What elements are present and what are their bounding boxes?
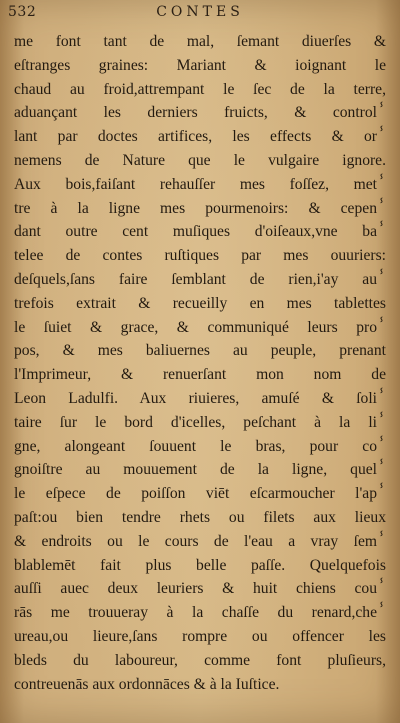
text-line: trefois extrait & recueilly en mes tablettes <box>14 294 386 312</box>
body-text <box>14 30 386 696</box>
page-header <box>0 2 400 24</box>
text-line: gne, alongeant ſouuent le bras, pour coⸯ <box>14 437 386 455</box>
text-line: me font tant de mal, ſemant diuerſes & <box>14 33 386 50</box>
text-line: paſt:ou bien tendre rhets ou filets aux lieux <box>14 508 386 526</box>
running-title: CONTES <box>156 4 244 20</box>
text-line: aduançant les derniers fruicts, & controlⸯ <box>14 104 386 122</box>
text-line: eſtranges graines: Mariant & ioignant le <box>14 56 386 74</box>
page-number: 532 <box>8 4 37 20</box>
text-line: blablemēt fait plus belle paſſe. Quelquefois <box>14 556 386 574</box>
text-line: nemens de Nature que le vulgaire ignore. <box>14 151 386 169</box>
text-line: dant outre cent muſiques d'oiſeaux,vne baⸯ <box>14 223 386 241</box>
text-line: tre à la ligne mes pourmenoirs: & cepenⸯ <box>14 199 386 217</box>
text-line: pos, & mes baliuernes au peuple, prenant <box>14 342 386 360</box>
text-line: contreuenās aux ordonnāces & à la Iuſtice. <box>14 675 280 693</box>
text-line: lant par doctes artifices, les effects & orⸯ <box>14 128 386 146</box>
text-line: le eſpece de poiſſon viēt eſcarmoucher l'apⸯ <box>14 485 386 503</box>
text-line: deſquels,ſans faire ſemblant de rien,i'ay auⸯ <box>14 270 386 288</box>
text-line: Aux bois,faiſant rehauſſer mes foſſez, metⸯ <box>14 175 386 193</box>
text-line: rās me trouueray à la chaſſe du renard,cheⸯ <box>14 604 386 622</box>
text-line: & endroits ou le cours de l'eau a vray ſemⸯ <box>14 532 386 550</box>
text-line: Leon Ladulfi. Aux riuieres, amuſé & ſoliⸯ <box>14 389 386 407</box>
text-line: auſſi auec deux leuriers & huit chiens couⸯ <box>14 580 386 598</box>
text-line: telee de contes ruſtiques par mes ouuriers: <box>14 247 386 265</box>
text-line: gnoiſtre au mouuement de la ligne, quelⸯ <box>14 461 386 479</box>
text-line: l'Imprimeur, & renuerſant mon nom de <box>14 366 386 384</box>
text-line: le ſuiet & grace, & communiqué leurs proⸯ <box>14 318 386 336</box>
text-line: taire ſur le bord d'icelles, peſchant à la liⸯ <box>14 413 386 431</box>
text-line: ureau,ou lieure,ſans rompre ou offencer les <box>14 627 386 645</box>
text-line: chaud au froid,attrempant le ſec de la terre, <box>14 80 386 98</box>
text-line: bleds du laboureur, comme font pluſieurs, <box>14 651 386 669</box>
